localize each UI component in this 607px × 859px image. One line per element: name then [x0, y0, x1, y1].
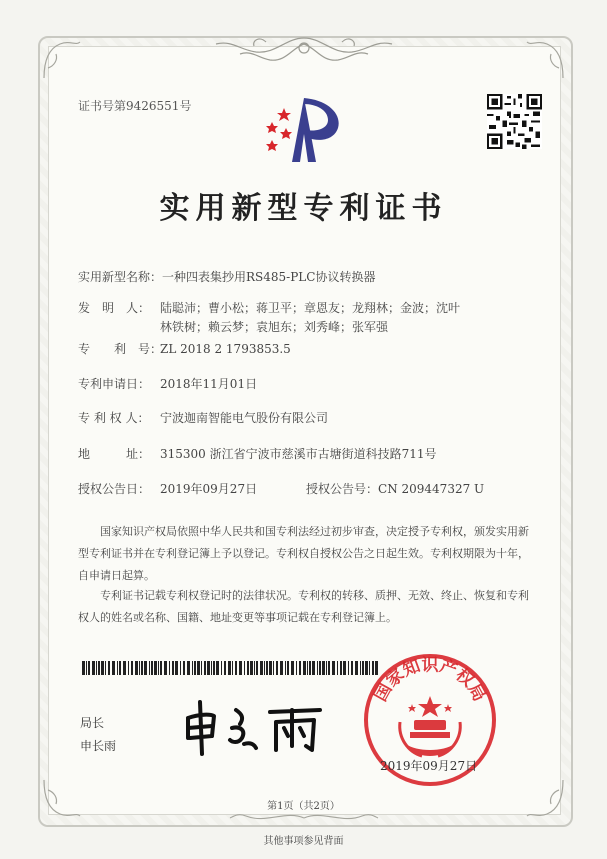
inventor-value-line2: 林铁树；赖云梦；袁旭东；刘秀峰；张军强	[160, 320, 389, 334]
inventor-value-line1: 陆聪沛；曹小松；蒋卫平；章恩友；龙翔林；金波；沈叶	[160, 301, 461, 315]
grant-date-label: 授权公告日：	[78, 482, 151, 496]
patent-number-row	[78, 340, 291, 357]
patentee-value: 宁波迦南智能电气股份有限公司	[160, 411, 329, 425]
grant-date-value: 2019年09月27日	[160, 482, 258, 496]
utility-model-name-value: 一种四表集抄用RS485-PLC协议转换器	[162, 270, 376, 284]
top-flourish-icon	[206, 34, 402, 70]
corner-flourish-tr-icon	[523, 38, 567, 82]
address-label: 地 址：	[78, 447, 151, 461]
filing-date-value: 2018年11月01日	[160, 377, 258, 391]
signer-name: 申长雨	[80, 739, 117, 753]
inventor-label: 发 明 人：	[78, 301, 151, 315]
corner-flourish-tl-icon	[40, 38, 84, 82]
footer-note: 其他事项参见背面	[263, 836, 344, 847]
page-number: 第1页（共2页）	[267, 801, 340, 812]
certificate-number: 证书号第9426551号	[78, 99, 192, 113]
certificate-title: 实用新型专利证书	[159, 191, 448, 226]
address-value: 315300 浙江省宁波市慈溪市古塘街道科技路711号	[160, 447, 437, 461]
address-row	[78, 445, 437, 462]
patentee-label: 专 利 权 人：	[78, 411, 150, 425]
inventor-row	[78, 299, 460, 316]
seal-text: 国家知识产权局	[370, 655, 490, 705]
barcode-icon	[82, 661, 378, 675]
utility-model-name-label: 实用新型名称：	[78, 270, 163, 284]
patentee-row	[78, 409, 328, 426]
legal-paragraph-1: 国家知识产权局依照中华人民共和国专利法经过初步审查，决定授予专利权，颁发实用新型专利证书并在专利登记簿上予以登记。专利权自授权公告之日起生效。专利权期限为十年，自申请日起算。	[78, 525, 529, 582]
seal-date: 2019年09月27日	[380, 759, 478, 773]
inventor-line2-row	[160, 318, 388, 335]
grant-date-row	[78, 480, 257, 497]
grant-number-row	[306, 480, 484, 497]
filing-date-label: 专利申请日：	[78, 377, 151, 391]
signature-icon	[180, 688, 330, 758]
qr-code-icon	[487, 94, 542, 149]
patent-number-value: ZL 2018 2 1793853.5	[160, 342, 291, 356]
patent-number-label: 专 利 号：	[78, 342, 163, 356]
grant-number-value: CN 209447327 U	[378, 482, 485, 496]
utility-model-name-row	[78, 268, 375, 285]
patent-office-logo-icon	[258, 94, 350, 166]
legal-paragraph-2: 专利证书记载专利权登记时的法律状况。专利权的转移、质押、无效、终止、恢复和专利权人的姓名或名称、国籍、地址变更等事项记载在专利登记簿上。	[78, 589, 529, 624]
signer-title: 局长	[80, 716, 105, 730]
filing-date-row	[78, 375, 257, 392]
grant-number-label: 授权公告号：	[306, 482, 379, 496]
